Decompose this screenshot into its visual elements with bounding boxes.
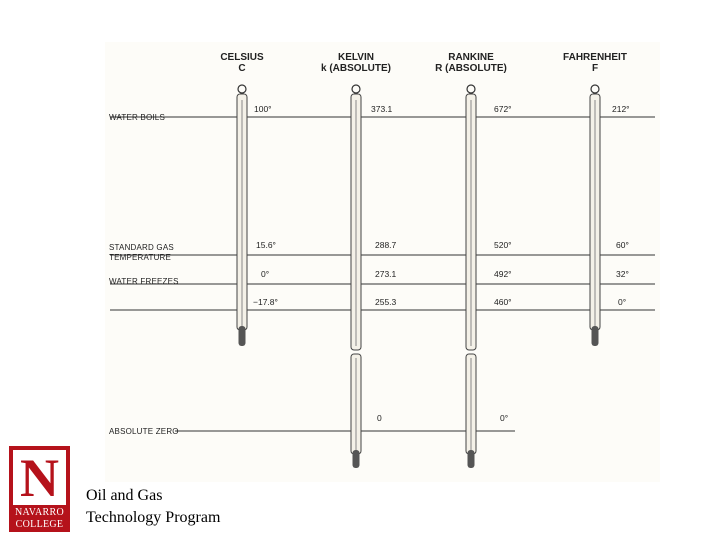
celsius-unit: C [238,63,246,74]
kelvin-thermometer [351,85,361,468]
kelvin-standard-gas-value: 288.7 [375,240,397,250]
program-caption [86,485,220,529]
celsius-header [187,52,297,74]
navarro-college-logo [9,446,70,532]
celsius-water-boils-value: 100° [254,104,272,114]
kelvin-water-freezes-value: 273.1 [375,269,397,279]
rankine-absolute-zero-value: 0° [500,413,509,423]
kelvin-header [301,52,411,74]
fahrenheit-header [540,52,650,74]
standard-gas-label-line1: STANDARD GAS [109,243,174,252]
absolute-zero-label: ABSOLUTE ZERO [109,427,179,436]
logo-letter-box [13,448,66,508]
kelvin-minus-17-8-value: 255.3 [375,297,397,307]
fahrenheit-standard-gas-value: 60° [616,240,629,250]
kelvin-water-boils-value: 373.1 [371,104,393,114]
fahrenheit-thermometer [590,85,600,346]
rankine-standard-gas-value: 520° [494,240,512,250]
rankine-water-freezes-value: 492° [494,269,512,279]
kelvin-name: KELVIN [338,52,374,63]
caption-line2: Technology Program [86,509,221,526]
rankine-water-boils-value: 672° [494,104,512,114]
celsius-minus-17-8-value: −17.8° [253,297,278,307]
kelvin-absolute-zero-value: 0 [377,413,382,423]
rankine-minus-17-8-value: 460° [494,297,512,307]
fahrenheit-water-boils-value: 212° [612,104,630,114]
water-freezes-label: WATER FREEZES [109,277,179,286]
celsius-thermometer [237,85,247,346]
rankine-thermometer [466,85,476,468]
rankine-name: RANKINE [448,52,494,63]
fahrenheit-unit: F [591,63,599,74]
caption-line1: Oil and Gas [86,487,163,504]
rankine-unit: R (ABSOLUTE) [435,63,507,74]
fahrenheit-minus-17-8-value: 0° [618,297,627,307]
temperature-scales-figure [105,42,660,482]
fahrenheit-water-freezes-value: 32° [616,269,629,279]
logo-letter: N [20,448,59,508]
celsius-water-freezes-value: 0° [261,269,270,279]
fahrenheit-name: FAHRENHEIT [563,52,627,63]
rankine-header [416,52,526,74]
celsius-name: CELSIUS [220,52,264,63]
standard-gas-label-line2: TEMPERATURE [109,253,172,262]
logo-line1: NAVARRO [15,507,64,518]
celsius-standard-gas-value: 15.6° [256,240,276,250]
logo-line2: COLLEGE [15,519,64,530]
kelvin-unit: k (ABSOLUTE) [321,63,391,74]
water-boils-label: WATER BOILS [109,113,165,122]
